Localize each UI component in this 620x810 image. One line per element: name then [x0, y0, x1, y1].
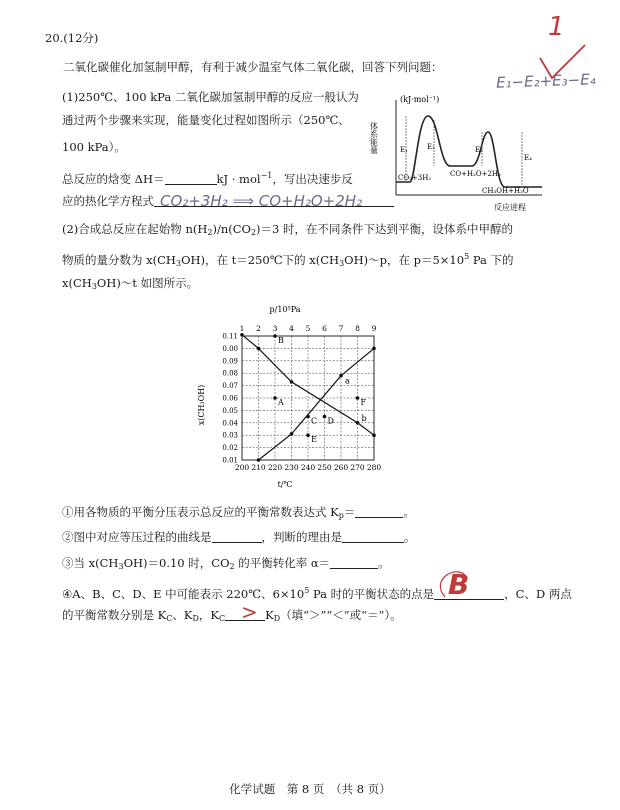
q1-eq: ＝ — [343, 505, 356, 519]
q5-text-a: 的平衡常数分别是 K — [62, 608, 167, 622]
bottom-tick-label: 200 — [234, 463, 250, 472]
p2-l2-b: OH)，在 t＝250℃下的 x(CH — [181, 253, 340, 267]
handwritten-equation: CO₂+3H₂ ⟹ CO+H₂O+2H₂ — [160, 192, 363, 210]
sub-3: 3 — [339, 259, 345, 268]
series-point-a — [339, 374, 343, 378]
p2-l3-b: OH)～t 如图所示。 — [96, 276, 199, 290]
bottom-tick-label: 220 — [267, 463, 283, 472]
y-tick-label: 0.07 — [222, 382, 238, 391]
enthalpy-suffix: ，写出决速步反 — [272, 172, 353, 186]
chart-points — [273, 334, 366, 444]
q4-text-c: ，C、D 两点 — [504, 587, 572, 601]
point-B — [273, 334, 277, 338]
series-point-a — [257, 458, 261, 462]
point-A — [273, 396, 277, 400]
y-tick-label: 0.09 — [222, 357, 238, 366]
series-label-b: b — [361, 413, 367, 423]
y-tick-label: 0.11 — [222, 332, 238, 341]
q5-text-d: K — [265, 608, 274, 622]
unit-exp: −1 — [260, 171, 273, 180]
q5-text-e: （填“＞”“＜”或“＝”）。 — [280, 608, 402, 622]
sup-5: 5 — [464, 252, 470, 261]
handwritten-answer-compare: > — [241, 600, 258, 624]
top-tick-label: 2 — [256, 324, 261, 333]
top-tick-label: 7 — [338, 324, 344, 333]
energy-ylabel: 体系能量 — [370, 122, 379, 154]
equation-prefix: 应的热化学方程式 — [62, 194, 154, 208]
series-point-b — [240, 333, 244, 337]
state3-label: CH₃OH+H₂O — [482, 187, 529, 195]
sup-5: 5 — [304, 586, 310, 595]
y-tick-label: 0.01 — [222, 456, 238, 465]
sub-2: 2 — [250, 228, 257, 237]
energy-diagram — [370, 92, 550, 217]
bottom-tick-label: 210 — [251, 463, 266, 472]
point-label-A: A — [278, 398, 284, 407]
sub-C: C — [218, 614, 226, 623]
sub-2: 2 — [229, 562, 235, 571]
enthalpy-unit: kJ · mol — [216, 172, 261, 186]
sub-C: C — [166, 614, 173, 623]
bottom-tick-label: 230 — [284, 463, 299, 472]
p2-text-c: )＝3 时，在不同条件下达到平衡，设体系中甲醇的 — [256, 222, 514, 236]
series-point-b — [257, 347, 261, 351]
bottom-tick-label: 250 — [317, 463, 332, 472]
q3-text-a: ③当 x(CH — [62, 556, 119, 570]
point-label-E: E — [311, 435, 317, 445]
y-tick-label: 0.04 — [222, 419, 238, 428]
q4-text-a: ④A、B、C、D、E 中可能表示 220℃、6×10 — [62, 587, 305, 601]
top-tick-label: 5 — [305, 324, 311, 333]
y-tick-label: 0.05 — [222, 406, 238, 415]
part1-line3: 100 kPa）。 — [62, 140, 126, 154]
energy-unit: (kJ·mol⁻¹) — [400, 95, 440, 104]
top-tick-label: 9 — [371, 324, 377, 333]
top-tick-label: 1 — [239, 324, 245, 333]
energy-xlabel: 反应进程 — [494, 203, 526, 212]
sub-2: 2 — [207, 228, 213, 237]
point-label-D: D — [327, 416, 334, 426]
bottom-tick-label: 260 — [333, 463, 349, 472]
handwritten-score: 1 — [548, 12, 565, 42]
point-label-C: C — [311, 416, 318, 426]
p2-l3-a: x(CH — [62, 276, 92, 290]
series-point-a — [290, 432, 294, 436]
y-tick-label: 0.00 — [222, 344, 238, 353]
part1-line1: (1)250℃、100 kPa 二氧化碳加氢制甲醇的反应一般认为 — [62, 90, 359, 104]
bottom-axis-label: t/℃ — [277, 480, 293, 489]
period: 。 — [378, 556, 390, 570]
e4-label: E₄ — [524, 154, 532, 162]
series-point-b — [356, 421, 360, 425]
point-E — [306, 433, 310, 437]
handwritten-answer-point: B — [448, 568, 470, 601]
state1-label: CO₂+3H₂ — [398, 174, 432, 182]
page-footer: 化学试题 第 8 页 （共 8 页） — [229, 782, 391, 796]
q3-text-b: OH)＝0.10 时，CO — [123, 556, 230, 570]
sub-3: 3 — [91, 282, 97, 291]
point-C — [306, 415, 310, 419]
sub-D: D — [192, 614, 199, 623]
point-F — [356, 396, 360, 400]
q2-text-b: ，判断的理由是 — [261, 530, 342, 544]
intro-text: 二氧化碳催化加氢制甲醇，有利于减少温室气体二氧化碳，回答下列问题： — [63, 60, 443, 74]
top-tick-label: 8 — [355, 324, 360, 333]
period: 。 — [404, 530, 416, 544]
y-tick-label: 0.03 — [222, 431, 238, 440]
enthalpy-prefix: 总反应的焓变 ΔH＝ — [62, 172, 165, 186]
point-D — [323, 415, 327, 419]
q5-text-b: 、K — [172, 608, 193, 622]
q2-text-a: ②图中对应等压过程的曲线是 — [62, 530, 212, 544]
top-axis-label: p/10⁵Pa — [269, 305, 301, 314]
sub-p: p — [338, 511, 344, 520]
part1-line2: 通过两个步骤来实现，能量变化过程如图所示（250℃、 — [62, 113, 350, 127]
point-label-F: F — [360, 398, 367, 407]
series-point-b — [290, 380, 294, 384]
bottom-tick-label: 240 — [300, 463, 316, 472]
top-tick-label: 6 — [322, 324, 327, 333]
series-point-a — [372, 347, 376, 351]
q3-text-c: 的平衡转化率 α＝ — [234, 556, 331, 570]
y-tick-label: 0.06 — [222, 394, 238, 403]
e1-label: E₁ — [400, 146, 408, 154]
series-point-b — [372, 433, 376, 437]
top-tick-label: 4 — [289, 324, 294, 333]
p2-text-a: (2)合成总反应在起始物 n(H — [62, 222, 208, 236]
equilibrium-chart — [190, 300, 400, 492]
p2-l2-c: OH)～p，在 p＝5×10 — [344, 253, 465, 267]
question-number: 20.(12分) — [45, 31, 99, 45]
period: 。 — [403, 505, 415, 519]
state2-label: CO+H₂O+2H₂ — [450, 170, 501, 178]
q1-text: ①用各物质的平衡分压表示总反应的平衡常数表达式 K — [62, 505, 339, 519]
p2-l2-a: 物质的量分数为 x(CH — [62, 253, 176, 267]
bottom-tick-label: 270 — [350, 463, 365, 472]
e3-label: E₃ — [475, 146, 483, 154]
sub-3: 3 — [175, 259, 182, 268]
series-label-a: a — [345, 376, 350, 386]
p2-l2-d: Pa 下的 — [469, 253, 514, 267]
handwritten-energy-note: E₁−E₂+E₃−E₄ — [495, 70, 596, 92]
p2-text-b: )/n(CO — [212, 222, 251, 236]
bottom-tick-label: 280 — [366, 463, 382, 472]
y-axis-label: x(CH₃OH) — [197, 384, 206, 426]
top-tick-label: 3 — [272, 324, 278, 333]
q4-text-b: Pa 时的平衡状态的点是 — [309, 587, 435, 601]
point-label-B: B — [278, 336, 284, 345]
sub-D: D — [273, 614, 281, 623]
chart-grid — [242, 336, 374, 460]
y-tick-label: 0.02 — [222, 444, 238, 453]
q5-text-c: ，K — [198, 608, 219, 622]
e2-label: E₂ — [427, 143, 435, 151]
y-tick-label: 0.08 — [222, 369, 238, 378]
sub-3: 3 — [118, 562, 124, 571]
